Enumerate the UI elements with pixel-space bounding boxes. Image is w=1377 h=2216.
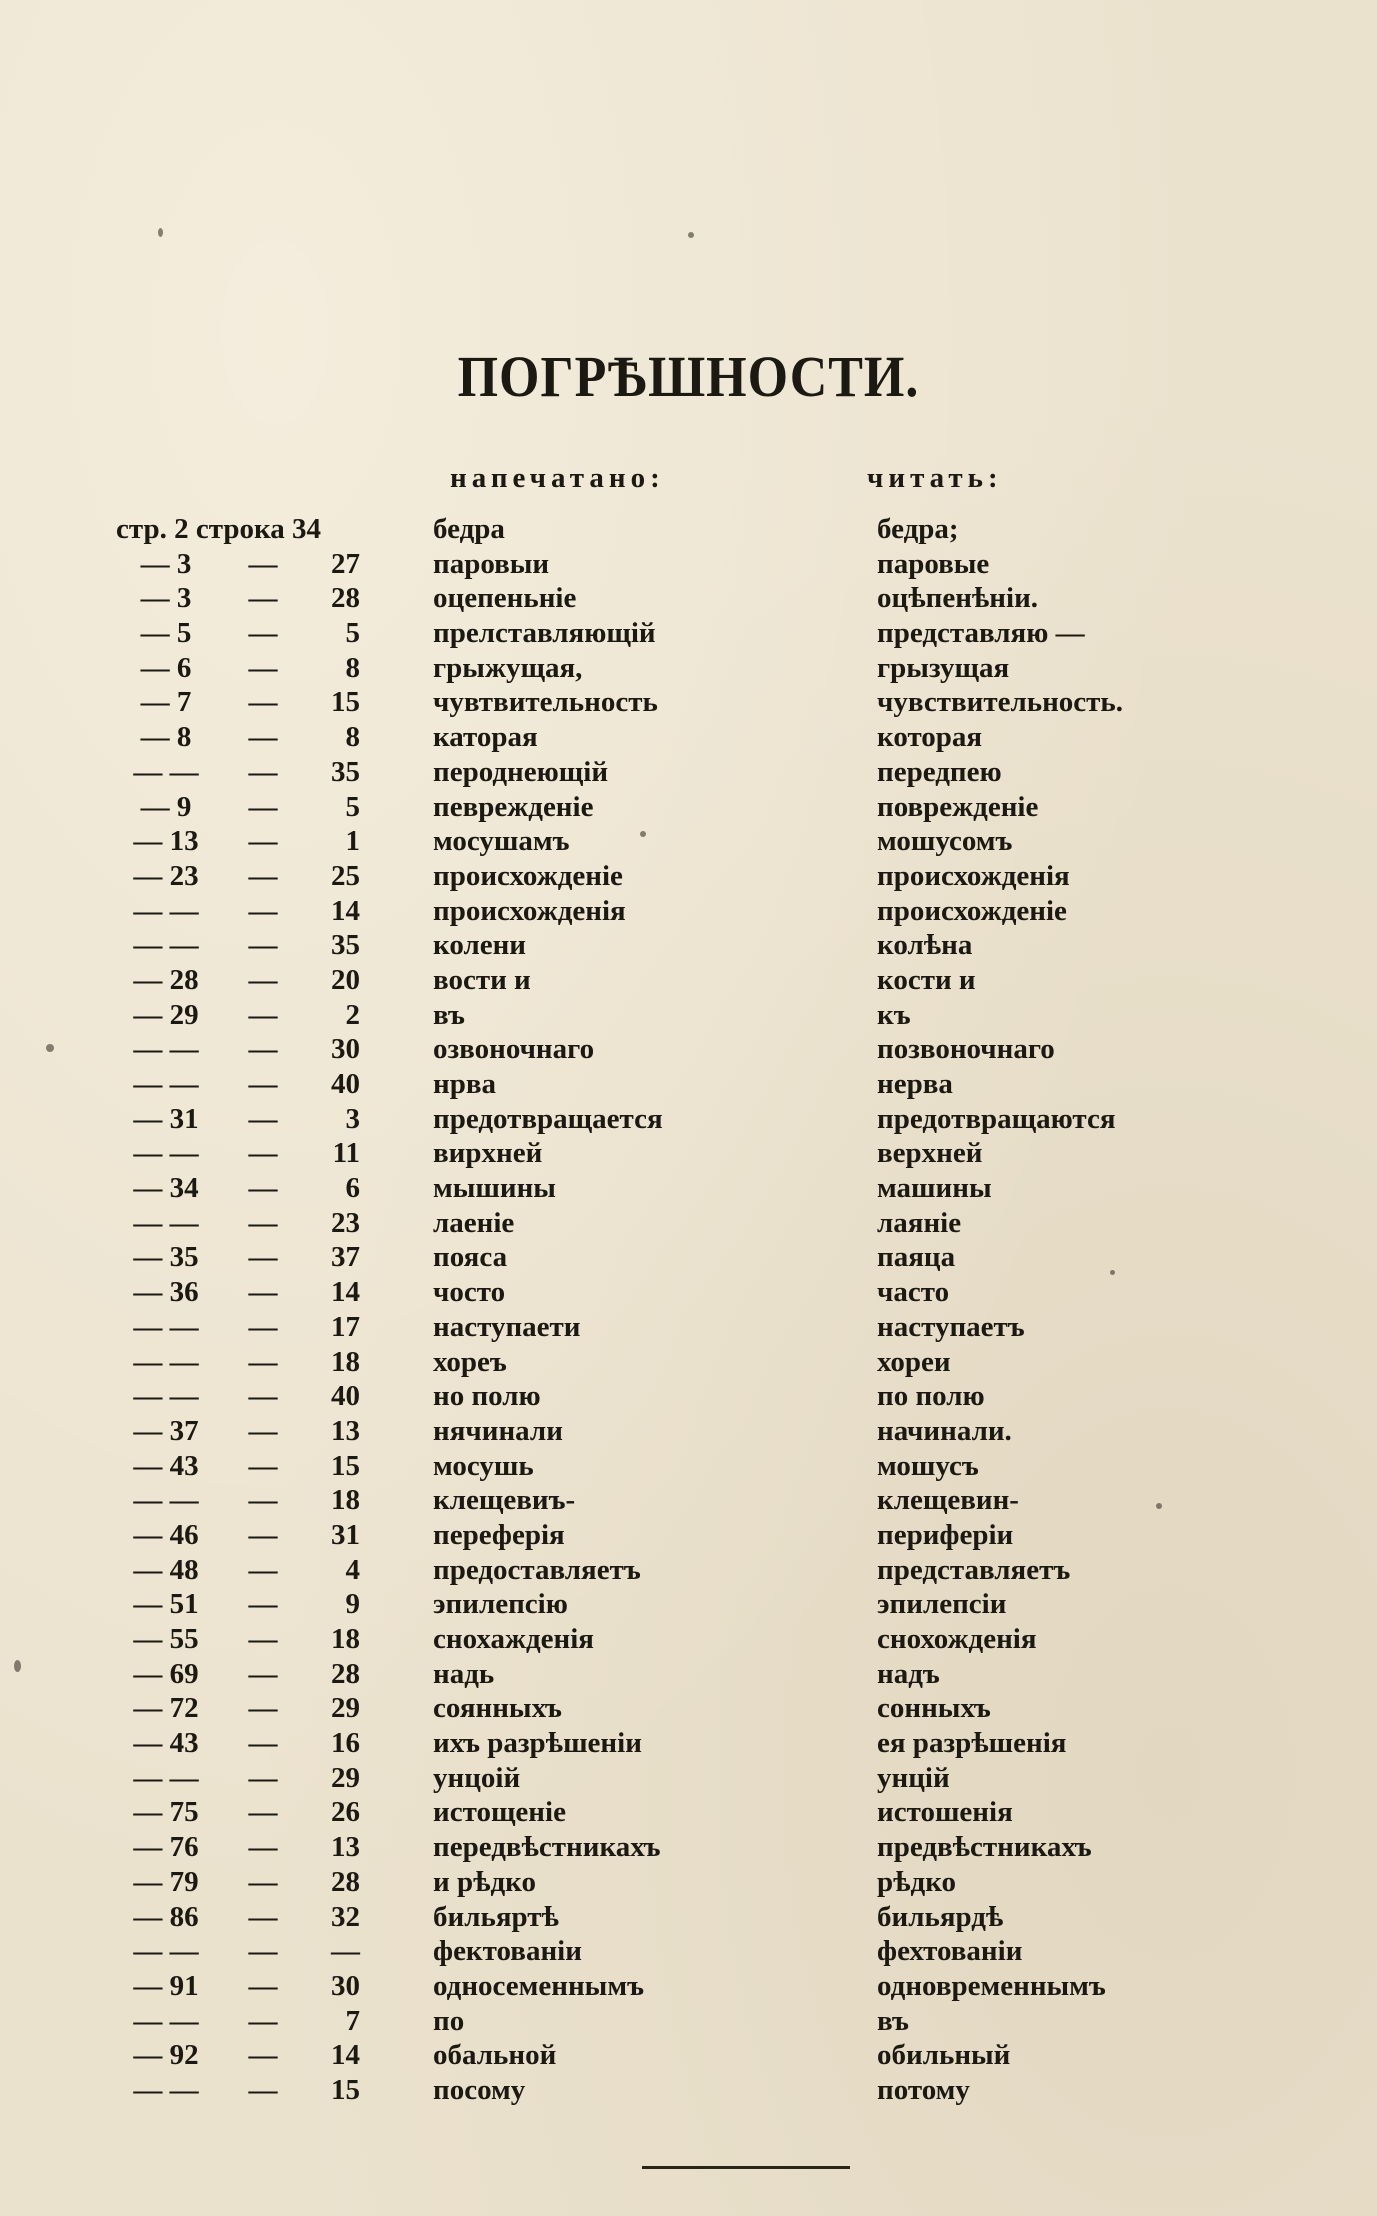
line-label-dash: — bbox=[248, 1276, 278, 1309]
page-number: — 31 bbox=[133, 1102, 199, 1135]
printed-text: лаеніе bbox=[433, 1206, 515, 1239]
correct-text: въ bbox=[877, 2004, 909, 2037]
line-label-dash: — bbox=[248, 1241, 278, 1274]
page-number: — 36 bbox=[133, 1276, 199, 1309]
printed-text: въ bbox=[433, 998, 465, 1031]
correct-text: поврежденіе bbox=[877, 790, 1039, 823]
printed-text: бедра bbox=[433, 513, 505, 545]
correct-text: надъ bbox=[877, 1657, 940, 1690]
page-number: — 91 bbox=[133, 1969, 199, 2002]
errata-row bbox=[0, 1795, 1377, 1830]
page-number: — 35 bbox=[133, 1241, 199, 1274]
printed-text: унцоій bbox=[433, 1761, 521, 1794]
errata-row bbox=[0, 1275, 1377, 1310]
page-number: — 9 bbox=[140, 790, 192, 823]
printed-text: хореъ bbox=[433, 1345, 507, 1378]
printed-text: чувтвительность bbox=[433, 686, 658, 719]
correct-text: часто bbox=[877, 1276, 950, 1309]
correct-text: колѣна bbox=[877, 929, 973, 962]
correct-text: предвѣстникахъ bbox=[877, 1831, 1092, 1864]
printed-text: эпилепсію bbox=[433, 1588, 568, 1621]
page-number: — — bbox=[133, 755, 199, 788]
page-number: — 23 bbox=[133, 859, 199, 892]
page-number: — 86 bbox=[133, 1900, 199, 1933]
line-label-dash: — bbox=[248, 929, 278, 962]
line-number: 31 bbox=[331, 1518, 360, 1551]
correct-text: позвоночнаго bbox=[877, 1033, 1055, 1066]
line-number: 9 bbox=[345, 1588, 360, 1621]
errata-row bbox=[0, 1726, 1377, 1761]
errata-row bbox=[0, 963, 1377, 998]
printed-text: мосушамъ bbox=[433, 825, 570, 858]
line-number: 17 bbox=[331, 1310, 360, 1343]
page-title: ПОГРѢШНОСТИ. bbox=[457, 345, 920, 410]
errata-row bbox=[0, 1345, 1377, 1380]
errata-row bbox=[0, 1691, 1377, 1726]
line-number: 35 bbox=[331, 755, 360, 788]
correct-text: предотвращаются bbox=[877, 1102, 1116, 1135]
line-label-dash: — bbox=[248, 998, 278, 1031]
errata-row bbox=[0, 651, 1377, 686]
line-number: 26 bbox=[331, 1796, 360, 1829]
correct-text: по полю bbox=[877, 1380, 985, 1413]
correct-text: эпилепсіи bbox=[877, 1588, 1007, 1621]
line-label-dash: — bbox=[248, 1484, 278, 1517]
line-number: 30 bbox=[331, 1033, 360, 1066]
errata-row bbox=[0, 1032, 1377, 1067]
page-number: — 7 bbox=[140, 686, 192, 719]
line-number: 40 bbox=[331, 1068, 360, 1100]
line-label-dash: — bbox=[248, 894, 278, 927]
line-label-dash: — bbox=[248, 755, 278, 788]
page-number: — — bbox=[133, 1068, 199, 1100]
correct-text: снохожденія bbox=[877, 1623, 1037, 1655]
printed-text: прелставляющій bbox=[433, 617, 656, 650]
line-label-dash: — bbox=[248, 1380, 278, 1413]
line-number: 23 bbox=[331, 1206, 360, 1239]
page-number: — — bbox=[133, 1761, 199, 1794]
printed-text: нячинали bbox=[433, 1414, 563, 1447]
correct-text: одновременнымъ bbox=[877, 1969, 1106, 2002]
correct-text: ея разрѣшенія bbox=[877, 1727, 1067, 1760]
line-label-dash: — bbox=[248, 825, 278, 858]
line-number: 6 bbox=[345, 1172, 360, 1205]
errata-row bbox=[0, 1969, 1377, 2004]
header-printed: напечатано: bbox=[450, 462, 665, 494]
printed-text: певрежденіе bbox=[433, 790, 594, 823]
line-label-dash: — bbox=[248, 1588, 278, 1621]
page-number: — 76 bbox=[133, 1831, 199, 1864]
errata-row bbox=[0, 1587, 1377, 1622]
page-number: — — bbox=[133, 1310, 199, 1343]
errata-row bbox=[0, 1518, 1377, 1553]
page-number: — 3 bbox=[140, 582, 192, 615]
page-number: — 46 bbox=[133, 1518, 199, 1551]
errata-row bbox=[0, 1449, 1377, 1484]
errata-row bbox=[0, 2004, 1377, 2039]
errata-row bbox=[0, 1310, 1377, 1345]
page-number: — 6 bbox=[140, 651, 192, 684]
line-number: 28 bbox=[331, 1865, 360, 1898]
line-label-dash: — bbox=[248, 1102, 278, 1135]
errata-row bbox=[0, 581, 1377, 616]
page-number: — — bbox=[133, 1206, 199, 1239]
printed-text: предоставляетъ bbox=[433, 1553, 641, 1586]
errata-row bbox=[0, 2073, 1377, 2108]
errata-row bbox=[0, 1379, 1377, 1414]
line-number: 13 bbox=[331, 1831, 360, 1864]
line-label-dash: — bbox=[248, 2004, 278, 2037]
page-number: — 79 bbox=[133, 1865, 199, 1898]
correct-text: унцій bbox=[877, 1761, 950, 1794]
line-label-dash: — bbox=[248, 1172, 278, 1205]
page-number: — 37 bbox=[133, 1414, 199, 1447]
printed-text: грыжущая, bbox=[433, 651, 583, 684]
line-label-dash: — bbox=[248, 1935, 278, 1968]
line-number: 13 bbox=[331, 1414, 360, 1447]
correct-text: начинали. bbox=[877, 1414, 1012, 1447]
errata-row bbox=[0, 1761, 1377, 1796]
printed-text: по bbox=[433, 2004, 465, 2037]
printed-text: надь bbox=[433, 1657, 495, 1690]
errata-row bbox=[0, 1900, 1377, 1935]
line-number: 32 bbox=[331, 1900, 360, 1933]
line-label-dash: — bbox=[248, 1310, 278, 1343]
correct-text: оцѣпенѣніи. bbox=[877, 582, 1039, 615]
page-number: — — bbox=[133, 1345, 199, 1378]
printed-text: пероднеющій bbox=[433, 755, 609, 788]
printed-text: происхожденія bbox=[433, 894, 626, 927]
correct-text: мошусомъ bbox=[877, 825, 1013, 858]
printed-text: пояса bbox=[433, 1241, 508, 1274]
line-number: 29 bbox=[331, 1692, 360, 1725]
printed-text: передвѣстникахъ bbox=[433, 1831, 661, 1864]
correct-text: грызущая bbox=[877, 651, 1010, 684]
errata-row bbox=[0, 1414, 1377, 1449]
line-label-dash: — bbox=[248, 547, 278, 580]
header-read: читать: bbox=[867, 462, 1003, 494]
line-number: 5 bbox=[345, 617, 360, 650]
errata-row bbox=[0, 1136, 1377, 1171]
line-label-dash: — bbox=[248, 617, 278, 650]
page-number: — 92 bbox=[133, 2039, 199, 2072]
correct-text: рѣдко bbox=[877, 1865, 957, 1898]
page-number: — 75 bbox=[133, 1796, 199, 1829]
line-number: 28 bbox=[331, 1657, 360, 1690]
errata-row bbox=[0, 1206, 1377, 1241]
errata-row bbox=[0, 547, 1377, 582]
line-number: 37 bbox=[331, 1241, 360, 1274]
correct-text: клещевин- bbox=[877, 1484, 1019, 1517]
correct-text: истошенія bbox=[877, 1796, 1013, 1829]
printed-text: озвоночнаго bbox=[433, 1033, 595, 1066]
page-number: — 48 bbox=[133, 1553, 199, 1586]
page-line-label: стр. 2 строка 34 bbox=[116, 513, 321, 545]
correct-text: сонныхъ bbox=[877, 1692, 991, 1725]
printed-text: предотвращается bbox=[433, 1102, 663, 1135]
page-number: — 5 bbox=[140, 617, 192, 650]
line-number: 20 bbox=[331, 963, 360, 996]
correct-text: происхожденіе bbox=[877, 894, 1067, 927]
line-number: 14 bbox=[331, 894, 360, 927]
line-number: 11 bbox=[332, 1137, 360, 1170]
printed-text: каторая bbox=[433, 721, 538, 754]
line-label-dash: — bbox=[248, 1137, 278, 1170]
errata-row bbox=[0, 755, 1377, 790]
printed-text: односеменнымъ bbox=[433, 1969, 644, 2002]
line-number: 29 bbox=[331, 1761, 360, 1794]
errata-row bbox=[0, 1102, 1377, 1137]
correct-text: мошусъ bbox=[877, 1449, 979, 1482]
line-number: 15 bbox=[331, 1449, 360, 1482]
line-label-dash: — bbox=[248, 1068, 278, 1100]
errata-row bbox=[0, 894, 1377, 929]
page-number: — 51 bbox=[133, 1588, 199, 1621]
line-label-dash: — bbox=[248, 1761, 278, 1794]
line-label-dash: — bbox=[248, 651, 278, 684]
errata-row bbox=[0, 1934, 1377, 1969]
page-number: — 28 bbox=[133, 963, 199, 996]
correct-text: потому bbox=[877, 2073, 970, 2106]
errata-row bbox=[0, 685, 1377, 720]
page-number: — — bbox=[133, 2073, 199, 2106]
page-number: — — bbox=[133, 1033, 199, 1066]
correct-text: периферіи bbox=[877, 1518, 1014, 1551]
correct-text: наступаетъ bbox=[877, 1310, 1025, 1343]
page-number: — — bbox=[133, 1137, 199, 1170]
line-number: — bbox=[331, 1935, 360, 1968]
correct-text: которая bbox=[877, 721, 983, 754]
errata-row bbox=[0, 998, 1377, 1033]
correct-text: обильный bbox=[877, 2039, 1011, 2072]
printed-text: происхожденіе bbox=[433, 859, 623, 892]
line-number: 27 bbox=[331, 547, 360, 580]
printed-text: нрва bbox=[433, 1068, 496, 1100]
closing-rule bbox=[642, 2166, 850, 2169]
line-label-dash: — bbox=[248, 1692, 278, 1725]
line-label-dash: — bbox=[248, 1727, 278, 1760]
correct-text: представляю — bbox=[877, 617, 1085, 650]
correct-text: машины bbox=[877, 1172, 992, 1205]
line-label-dash: — bbox=[248, 1518, 278, 1551]
errata-row bbox=[0, 1240, 1377, 1275]
page-number: — 43 bbox=[133, 1449, 199, 1482]
errata-row bbox=[0, 1657, 1377, 1692]
page-number: — — bbox=[133, 2004, 199, 2037]
line-label-dash: — bbox=[248, 2073, 278, 2106]
line-number: 14 bbox=[331, 1276, 360, 1309]
line-number: 14 bbox=[331, 2039, 360, 2072]
line-number: 8 bbox=[345, 651, 360, 684]
correct-text: бедра; bbox=[877, 513, 959, 545]
line-number: 28 bbox=[331, 582, 360, 615]
correct-text: передпею bbox=[877, 755, 1002, 788]
page-number: — 13 bbox=[133, 825, 199, 858]
errata-row bbox=[0, 1865, 1377, 1900]
line-label-dash: — bbox=[248, 1969, 278, 2002]
page-number: — — bbox=[133, 1484, 199, 1517]
correct-text: лаяніе bbox=[877, 1206, 962, 1239]
ink-speck bbox=[158, 228, 163, 237]
errata-row bbox=[0, 1483, 1377, 1518]
line-label-dash: — bbox=[248, 1553, 278, 1586]
errata-row bbox=[0, 512, 1377, 547]
printed-text: вости и bbox=[433, 963, 531, 996]
line-number: 15 bbox=[331, 2073, 360, 2106]
line-label-dash: — bbox=[248, 1414, 278, 1447]
line-number: 25 bbox=[331, 859, 360, 892]
correct-text: бильярдѣ bbox=[877, 1900, 1004, 1933]
printed-text: и рѣдко bbox=[433, 1865, 536, 1898]
correct-text: нерва bbox=[877, 1068, 953, 1100]
errata-row bbox=[0, 616, 1377, 651]
line-number: 16 bbox=[331, 1727, 360, 1760]
printed-text: паровыи bbox=[433, 547, 550, 580]
printed-text: наступаети bbox=[433, 1310, 581, 1343]
line-number: 35 bbox=[331, 929, 360, 962]
printed-text: клещевиъ- bbox=[433, 1484, 576, 1517]
page-number: — — bbox=[133, 894, 199, 927]
page-number: — 55 bbox=[133, 1623, 199, 1655]
page-number: — 8 bbox=[140, 721, 192, 754]
line-label-dash: — bbox=[248, 859, 278, 892]
printed-text: но полю bbox=[433, 1380, 541, 1413]
ink-speck bbox=[688, 232, 694, 238]
errata-row bbox=[0, 859, 1377, 894]
correct-text: хореи bbox=[877, 1345, 951, 1378]
page-number: — 72 bbox=[133, 1692, 199, 1725]
correct-text: паровые bbox=[877, 547, 990, 580]
line-label-dash: — bbox=[248, 686, 278, 719]
printed-text: колени bbox=[433, 929, 527, 962]
correct-text: фехтованіи bbox=[877, 1935, 1023, 1968]
line-number: 7 bbox=[345, 2004, 360, 2037]
printed-text: посому bbox=[433, 2073, 526, 2106]
printed-text: чосто bbox=[433, 1276, 506, 1309]
line-number: 18 bbox=[331, 1484, 360, 1517]
errata-row bbox=[0, 824, 1377, 859]
line-label-dash: — bbox=[248, 1657, 278, 1690]
printed-text: бильяртѣ bbox=[433, 1900, 559, 1933]
line-number: 40 bbox=[331, 1380, 360, 1413]
page-number: — — bbox=[133, 929, 199, 962]
correct-text: къ bbox=[877, 998, 911, 1031]
line-number: 15 bbox=[331, 686, 360, 719]
line-label-dash: — bbox=[248, 1623, 278, 1655]
errata-row bbox=[0, 2038, 1377, 2073]
printed-text: соянныхъ bbox=[433, 1692, 562, 1725]
line-label-dash: — bbox=[248, 1831, 278, 1864]
line-number: 3 bbox=[345, 1102, 360, 1135]
line-label-dash: — bbox=[248, 721, 278, 754]
page-number: — — bbox=[133, 1935, 199, 1968]
page-number: — 69 bbox=[133, 1657, 199, 1690]
errata-row bbox=[0, 1171, 1377, 1206]
page-number: — 34 bbox=[133, 1172, 199, 1205]
line-number: 18 bbox=[331, 1345, 360, 1378]
line-label-dash: — bbox=[248, 963, 278, 996]
line-label-dash: — bbox=[248, 2039, 278, 2072]
line-label-dash: — bbox=[248, 1033, 278, 1066]
line-number: 30 bbox=[331, 1969, 360, 2002]
printed-text: мышины bbox=[433, 1172, 556, 1205]
errata-row bbox=[0, 928, 1377, 963]
correct-text: представляетъ bbox=[877, 1553, 1071, 1586]
printed-text: обальной bbox=[433, 2039, 557, 2072]
printed-text: фектованіи bbox=[433, 1935, 582, 1968]
line-label-dash: — bbox=[248, 582, 278, 615]
correct-text: кости и bbox=[877, 963, 976, 996]
correct-text: паяца bbox=[877, 1241, 956, 1274]
line-number: 8 bbox=[345, 721, 360, 754]
line-label-dash: — bbox=[248, 1206, 278, 1239]
errata-row bbox=[0, 720, 1377, 755]
printed-text: снохажденія bbox=[433, 1623, 595, 1655]
printed-text: истощеніе bbox=[433, 1796, 566, 1829]
page-number: — 3 bbox=[140, 547, 192, 580]
correct-text: происхожденія bbox=[877, 859, 1070, 892]
line-label-dash: — bbox=[248, 790, 278, 823]
correct-text: верхней bbox=[877, 1137, 983, 1170]
line-number: 4 bbox=[345, 1553, 360, 1586]
printed-text: вирхней bbox=[433, 1137, 543, 1170]
errata-row bbox=[0, 1622, 1377, 1657]
errata-row bbox=[0, 790, 1377, 825]
line-number: 5 bbox=[345, 790, 360, 823]
line-label-dash: — bbox=[248, 1345, 278, 1378]
page-number: — — bbox=[133, 1380, 199, 1413]
printed-text: переферія bbox=[433, 1518, 565, 1551]
line-label-dash: — bbox=[248, 1865, 278, 1898]
line-number: 1 bbox=[345, 825, 360, 858]
printed-text: мосушь bbox=[433, 1449, 534, 1482]
line-label-dash: — bbox=[248, 1796, 278, 1829]
correct-text: чувствительность. bbox=[877, 686, 1123, 719]
line-label-dash: — bbox=[248, 1900, 278, 1933]
errata-row bbox=[0, 1553, 1377, 1588]
errata-row bbox=[0, 1067, 1377, 1102]
line-number: 18 bbox=[331, 1623, 360, 1655]
printed-text: оцепеньніе bbox=[433, 582, 577, 615]
errata-row bbox=[0, 1830, 1377, 1865]
errata-list bbox=[0, 512, 1377, 2108]
line-number: 2 bbox=[345, 998, 360, 1031]
page-number: — 43 bbox=[133, 1727, 199, 1760]
page-number: — 29 bbox=[133, 998, 199, 1031]
line-label-dash: — bbox=[248, 1449, 278, 1482]
printed-text: ихъ разрѣшеніи bbox=[433, 1727, 642, 1760]
